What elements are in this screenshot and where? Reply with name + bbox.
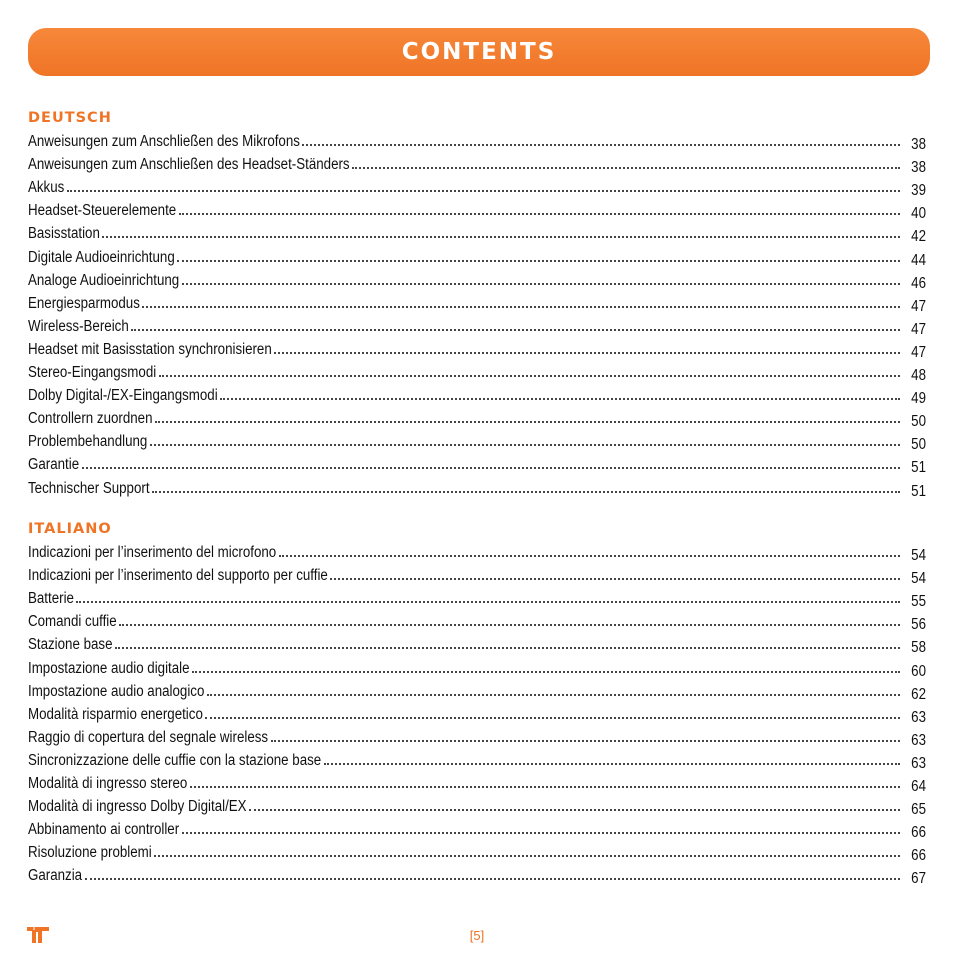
toc-entry-page: 63: [911, 754, 926, 772]
toc-entry-label: Basisstation: [28, 225, 100, 243]
toc-entry[interactable]: [28, 428, 926, 454]
toc-entry[interactable]: [28, 197, 926, 223]
toc-entry-label: Indicazioni per l’inserimento del supporto per cuffie: [28, 567, 328, 585]
dot-leader: [115, 647, 900, 649]
toc-entry-page: 54: [911, 570, 926, 588]
toc-entry-page: 54: [911, 547, 926, 565]
page-number: [5]: [469, 928, 485, 943]
toc-entry-page: 55: [911, 593, 926, 611]
toc-entry-label: Impostazione audio analogico: [28, 682, 205, 700]
toc-entry-label: Controllern zuordnen: [28, 410, 153, 428]
toc-entry-page: 38: [911, 159, 926, 177]
toc-entry-page: 47: [911, 343, 926, 361]
section-heading: ITALIANO: [28, 521, 112, 537]
toc-entry-page: 66: [911, 824, 926, 842]
toc-entry-page: 38: [911, 136, 926, 154]
dot-leader: [82, 467, 900, 469]
dot-leader: [142, 306, 900, 308]
toc-entry-label: Garantie: [28, 456, 80, 474]
dot-leader: [85, 878, 900, 880]
toc-entry[interactable]: [28, 451, 926, 477]
dot-leader: [76, 601, 900, 603]
section-heading: DEUTSCH: [28, 110, 112, 126]
toc-entry[interactable]: [28, 336, 926, 359]
toc-entry[interactable]: [28, 562, 926, 588]
toc-entry-label: Headset mit Basisstation synchronisieren: [28, 340, 272, 358]
toc-entry[interactable]: [28, 405, 926, 431]
toc-entry[interactable]: [28, 474, 926, 500]
toc-entry-label: Modalità risparmio energetico: [28, 705, 203, 723]
dot-leader: [220, 398, 900, 400]
toc-entry-label: Comandi cuffie: [28, 613, 117, 631]
toc-entry-label: Raggio di copertura del segnale wireless: [28, 728, 269, 746]
toc-entry-label: Anweisungen zum Anschließen des Mikrofons: [28, 133, 300, 151]
dot-leader: [352, 167, 900, 169]
toc-entry-label: Analoge Audioeinrichtung: [28, 271, 180, 289]
toc-entry-page: 63: [911, 708, 926, 726]
toc-entry-label: Modalità di ingresso Dolby Digital/EX: [28, 798, 247, 816]
toc-entry-label: Stazione base: [28, 636, 113, 654]
toc-entry[interactable]: [28, 678, 926, 701]
toc-entry-label: Dolby Digital-/EX-Eingangsmodi: [28, 387, 218, 405]
page-title: CONTENTS: [401, 39, 557, 65]
toc-entry-page: 50: [911, 413, 926, 431]
toc-entry-page: 65: [911, 801, 926, 819]
section-deutsch: [28, 108, 926, 498]
dot-leader: [190, 786, 900, 788]
contents-banner: [28, 28, 930, 76]
dot-leader: [119, 624, 900, 626]
toc-entry-label: Sincronizzazione delle cuffie con la stazione base: [28, 751, 322, 769]
toc-entry-label: Digitale Audioeinrichtung: [28, 248, 175, 266]
dot-leader: [177, 260, 900, 262]
toc-list: [28, 128, 926, 498]
toc-entry-page: 64: [911, 778, 926, 796]
toc-entry[interactable]: [28, 793, 926, 819]
toc-list: [28, 539, 926, 888]
toc-entry[interactable]: [28, 290, 926, 313]
dot-leader: [159, 375, 900, 377]
toc-entry[interactable]: [28, 816, 926, 842]
toc-entry[interactable]: [28, 128, 926, 154]
dot-leader: [205, 717, 900, 719]
toc-entry[interactable]: [28, 747, 926, 770]
dot-leader: [152, 491, 900, 493]
dot-leader: [330, 578, 900, 580]
toc-entry-page: 47: [911, 297, 926, 315]
dot-leader: [67, 190, 900, 192]
toc-entry[interactable]: [28, 724, 926, 747]
toc-entry[interactable]: [28, 220, 926, 246]
toc-entry-label: Impostazione audio digitale: [28, 659, 190, 677]
toc-entry-label: Technischer Support: [28, 479, 150, 497]
toc-entry-label: Indicazioni per l’inserimento del microfono: [28, 544, 277, 562]
toc-entry-page: 49: [911, 390, 926, 408]
dot-leader: [155, 421, 900, 423]
toc-entry-page: 62: [911, 685, 926, 703]
toc-entry[interactable]: [28, 539, 926, 565]
toc-entry[interactable]: [28, 267, 926, 290]
dot-leader: [131, 329, 900, 331]
dot-leader: [182, 832, 900, 834]
section-italiano: [28, 519, 926, 888]
dot-leader: [271, 740, 900, 742]
toc-entry[interactable]: [28, 382, 926, 408]
toc-entry-label: Stereo-Eingangsmodi: [28, 364, 157, 382]
toc-entry-label: Wireless-Bereich: [28, 317, 129, 335]
toc-entry[interactable]: [28, 608, 926, 634]
toc-entry-label: Batterie: [28, 590, 74, 608]
dot-leader: [150, 444, 900, 446]
toc-entry-page: 58: [911, 639, 926, 657]
toc-entry-page: 39: [911, 182, 926, 200]
toc-entry-label: Problembehandlung: [28, 433, 148, 451]
dot-leader: [249, 809, 900, 811]
dot-leader: [302, 144, 900, 146]
toc-entry-page: 44: [911, 251, 926, 269]
toc-entry-page: 48: [911, 367, 926, 385]
toc-entry-page: 51: [911, 482, 926, 500]
toc-entry-page: 42: [911, 228, 926, 246]
toc-entry[interactable]: [28, 585, 926, 611]
brand-logo-icon: [27, 927, 49, 943]
toc-entry-page: 51: [911, 459, 926, 477]
toc-entry-page: 56: [911, 616, 926, 634]
toc-entry-label: Energiesparmodus: [28, 294, 140, 312]
toc-entry-page: 63: [911, 731, 926, 749]
dot-leader: [274, 352, 900, 354]
toc-entry[interactable]: [28, 243, 926, 269]
dot-leader: [102, 236, 900, 238]
dot-leader: [207, 694, 900, 696]
toc-entry[interactable]: [28, 359, 926, 385]
dot-leader: [154, 855, 900, 857]
toc-entry[interactable]: [28, 862, 926, 888]
toc-entry-label: Garanzia: [28, 867, 83, 885]
dot-leader: [179, 213, 900, 215]
toc-entry-page: 67: [911, 870, 926, 888]
dot-leader: [182, 283, 900, 285]
toc-entry-page: 46: [911, 274, 926, 292]
toc-entry-page: 47: [911, 320, 926, 338]
toc-entry[interactable]: [28, 631, 926, 657]
toc-entry-label: Akkus: [28, 179, 65, 197]
toc-entry[interactable]: [28, 701, 926, 724]
toc-entry-page: 66: [911, 847, 926, 865]
toc-entry-label: Risoluzione problemi: [28, 844, 152, 862]
toc-entry-label: Anweisungen zum Anschließen des Headset-Ständers: [28, 156, 350, 174]
toc-entry[interactable]: [28, 313, 926, 336]
toc-entry[interactable]: [28, 770, 926, 796]
toc-entry[interactable]: [28, 174, 926, 200]
toc-entry[interactable]: [28, 151, 926, 177]
toc-entry-page: 50: [911, 436, 926, 454]
dot-leader: [192, 671, 900, 673]
toc-entry-page: 40: [911, 205, 926, 223]
toc-entry-label: Abbinamento ai controller: [28, 821, 180, 839]
toc-entry-page: 60: [911, 662, 926, 680]
dot-leader: [279, 555, 900, 557]
toc-entry[interactable]: [28, 839, 926, 865]
toc-entry-label: Modalità di ingresso stereo: [28, 775, 188, 793]
dot-leader: [324, 763, 900, 765]
toc-entry[interactable]: [28, 654, 926, 680]
toc-entry-label: Headset-Steuerelemente: [28, 202, 177, 220]
